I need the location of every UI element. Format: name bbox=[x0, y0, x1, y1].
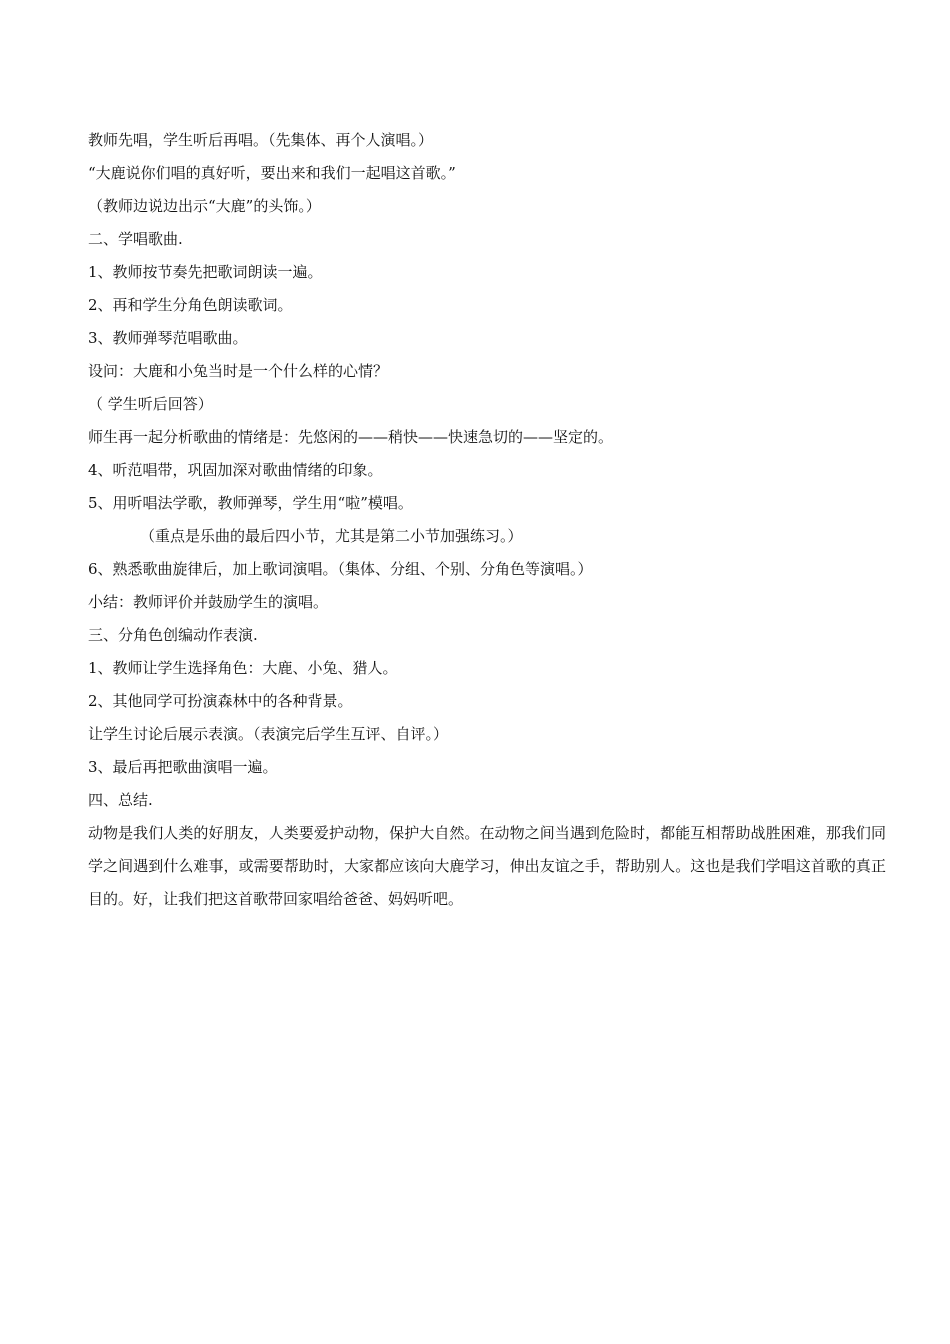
text-line: 6、熟悉歌曲旋律后，加上歌词演唱。（集体、分组、个别、分角色等演唱。） bbox=[88, 560, 593, 578]
text-line: 设问：大鹿和小兔当时是一个什么样的心情？ bbox=[88, 362, 389, 380]
text-line: 3、最后再把歌曲演唱一遍。 bbox=[88, 758, 278, 776]
text-line: 1、教师让学生选择角色：大鹿、小兔、猎人。 bbox=[88, 659, 398, 677]
text-line: （ 学生听后回答） bbox=[88, 395, 213, 413]
text-line: 5、用听唱法学歌，教师弹琴，学生用“啦”模唱。 bbox=[88, 494, 413, 512]
summary-paragraph: 动物是我们人类的好朋友，人类要爱护动物，保护大自然。在动物之间当遇到危险时，都能互相帮助战胜困难，那我们同学之间遇到什么难事，或需要帮助时，大家都应该向大鹿学习，伸出友谊之手，帮助别人。这也是我们学唱这首歌的真正目的。好，让我们把这首歌带回家唱给爸爸、妈妈听吧。 bbox=[88, 824, 886, 908]
text-line: 教师先唱，学生听后再唱。（先集体、再个人演唱。） bbox=[88, 131, 434, 149]
text-line: 师生再一起分析歌曲的情绪是：先悠闲的——稍快——快速急切的——坚定的。 bbox=[88, 428, 614, 446]
text-line-indented: （重点是乐曲的最后四小节，尤其是第二小节加强练习。） bbox=[140, 527, 523, 545]
section-heading: 二、学唱歌曲. bbox=[88, 230, 183, 248]
text-line: 让学生讨论后展示表演。（表演完后学生互评、自评。） bbox=[88, 725, 449, 743]
text-line: 4、听范唱带，巩固加深对歌曲情绪的印象。 bbox=[88, 461, 383, 479]
text-line: “大鹿说你们唱的真好听，要出来和我们一起唱这首歌。” bbox=[88, 164, 456, 182]
text-line: 2、再和学生分角色朗读歌词。 bbox=[88, 296, 293, 314]
text-line: 3、教师弹琴范唱歌曲。 bbox=[88, 329, 248, 347]
text-line: （教师边说边出示“大鹿”的头饰。） bbox=[88, 197, 321, 215]
text-line: 小结：教师评价并鼓励学生的演唱。 bbox=[88, 593, 329, 611]
section-heading: 三、分角色创编动作表演. bbox=[88, 626, 258, 644]
text-line: 1、教师按节奏先把歌词朗读一遍。 bbox=[88, 263, 323, 281]
document-page bbox=[88, 124, 888, 916]
text-line: 2、其他同学可扮演森林中的各种背景。 bbox=[88, 692, 353, 710]
section-heading: 四、总结. bbox=[88, 791, 153, 809]
